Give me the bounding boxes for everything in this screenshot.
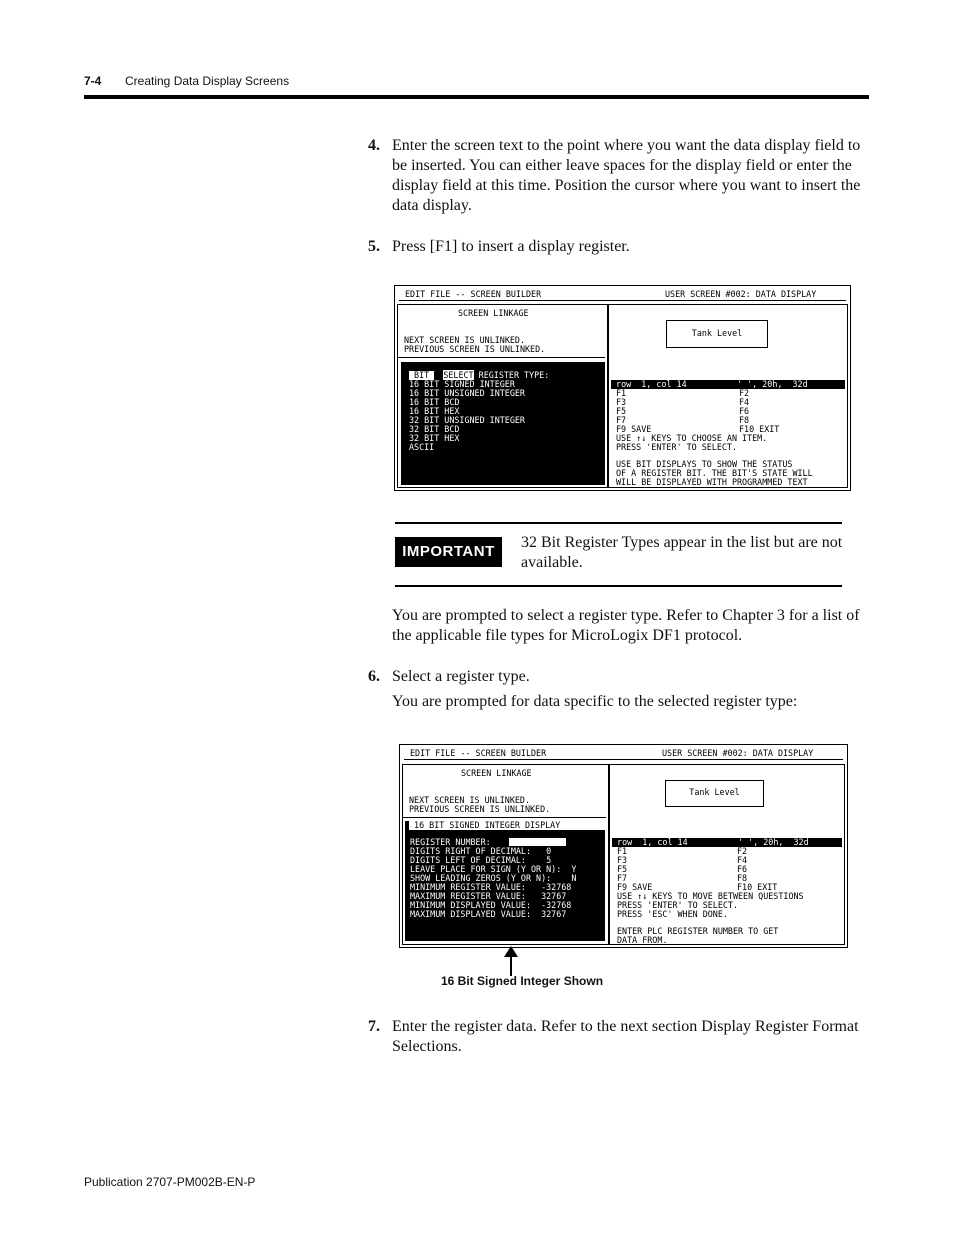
menu-item-bit[interactable]: BIT	[409, 370, 435, 380]
important-rule-top	[395, 522, 842, 524]
field-line[interactable]: SHOW LEADING ZEROS (Y OR N): N	[410, 873, 577, 883]
screen-title-right: USER SCREEN #002: DATA DISPLAY	[662, 748, 814, 758]
section-number: 7-4	[84, 74, 102, 88]
step-4	[368, 136, 868, 216]
step-number: 4.	[368, 137, 380, 154]
tank-level-field[interactable]: Tank Level	[666, 320, 768, 348]
key-f4[interactable]: F4	[739, 397, 750, 407]
menu-item[interactable]: 32 BIT HEX	[409, 433, 460, 443]
register-number-input[interactable]	[509, 838, 566, 846]
info-line: OF A REGISTER BIT. THE BIT'S STATE WILL	[616, 468, 813, 478]
field-line[interactable]: LEAVE PLACE FOR SIGN (Y OR N): Y	[410, 864, 577, 874]
select-label: SELECT	[443, 369, 474, 380]
publication-footer: Publication 2707-PM002B-EN-P	[84, 1175, 256, 1189]
tank-level-field[interactable]: Tank Level	[665, 780, 764, 807]
key-f2[interactable]: F2	[739, 388, 750, 398]
header-rule	[84, 95, 869, 99]
linkage-previous: PREVIOUS SCREEN IS UNLINKED.	[409, 804, 551, 814]
key-f3[interactable]: F3	[617, 855, 628, 865]
screen-title-left: EDIT FILE -- SCREEN BUILDER	[410, 748, 547, 758]
step-6	[368, 667, 868, 687]
section-title: Creating Data Display Screens	[125, 74, 290, 88]
screen-titlebar	[404, 747, 843, 760]
screen-title-left: EDIT FILE -- SCREEN BUILDER	[405, 289, 542, 299]
key-f7[interactable]: F7	[616, 415, 627, 425]
menu-item[interactable]: 32 BIT BCD	[409, 424, 460, 434]
key-f6[interactable]: F6	[737, 864, 748, 874]
important-rule-bottom	[395, 585, 842, 587]
linkage-title: SCREEN LINKAGE	[458, 308, 529, 318]
info-line: DATA FROM.	[617, 935, 668, 945]
screen-titlebar	[399, 288, 846, 301]
field-line[interactable]: MINIMUM REGISTER VALUE: -32768	[410, 882, 572, 892]
linkage-next: NEXT SCREEN IS UNLINKED.	[409, 795, 531, 805]
key-f4[interactable]: F4	[737, 855, 748, 865]
key-f8[interactable]: F8	[739, 415, 750, 425]
prompted-data-paragraph: You are prompted for data specific to the selected register type:	[392, 693, 798, 710]
field-line[interactable]: MINIMUM DISPLAYED VALUE: -32768	[410, 900, 572, 910]
step-number: 5.	[368, 238, 380, 255]
step-7	[368, 1017, 868, 1057]
info-line: WILL BE DISPLAYED WITH PROGRAMMED TEXT	[616, 477, 808, 487]
step-text: Enter the screen text to the point where you want the data display field to be inserted. You can either leave spaces for the display field or enter the display field at this time. Position the cursor where you want to insert the data display.	[392, 137, 861, 214]
menu-item[interactable]: 16 BIT SIGNED INTEGER	[409, 379, 515, 389]
screen-builder-register-type	[394, 285, 851, 491]
step-text: Enter the register data. Refer to the next section Display Register Format Selections.	[392, 1018, 859, 1055]
linkage-title: SCREEN LINKAGE	[461, 768, 532, 778]
select-rest: REGISTER TYPE:	[473, 369, 550, 380]
register-type-menu[interactable]	[401, 362, 605, 485]
left-pane	[397, 304, 608, 488]
step-number: 7.	[368, 1018, 380, 1035]
menu-item[interactable]: 32 BIT UNSIGNED INTEGER	[409, 415, 525, 425]
field-line[interactable]: DIGITS LEFT OF DECIMAL: 5	[410, 855, 552, 865]
screen-builder-register-data	[399, 744, 848, 948]
step-text: Press [F1] to insert a display register.	[392, 238, 630, 255]
key-f2[interactable]: F2	[737, 846, 748, 856]
status-bar: row 1, col 14 ' ', 20h, 32d	[612, 838, 842, 847]
linkage-next: NEXT SCREEN IS UNLINKED.	[404, 335, 526, 345]
caption-arrow-line	[510, 956, 512, 976]
menu-item[interactable]: ASCII	[409, 442, 435, 452]
key-f7[interactable]: F7	[617, 873, 628, 883]
key-f1[interactable]: F1	[617, 846, 628, 856]
status-bar: row 1, col 14 ' ', 20h, 32d	[611, 380, 845, 389]
key-f9-save[interactable]: F9 SAVE	[617, 882, 653, 892]
key-f8[interactable]: F8	[737, 873, 748, 883]
key-f9-save[interactable]: F9 SAVE	[616, 424, 652, 434]
field-line[interactable]: MAXIMUM DISPLAYED VALUE: 32767	[410, 909, 567, 919]
info-line: USE BIT DISPLAYS TO SHOW THE STATUS	[616, 459, 793, 469]
info-line: ENTER PLC REGISTER NUMBER TO GET	[617, 926, 779, 936]
help-line: USE ↑↓ KEYS TO CHOOSE AN ITEM.	[616, 433, 768, 443]
figure-caption: 16 Bit Signed Integer Shown	[441, 974, 604, 988]
key-f5[interactable]: F5	[617, 864, 628, 874]
help-line: PRESS 'ESC' WHEN DONE.	[617, 909, 728, 919]
left-pane	[402, 764, 609, 945]
help-line: PRESS 'ENTER' TO SELECT.	[616, 442, 738, 452]
important-text: 32 Bit Register Types appear in the list but are not available.	[521, 534, 843, 571]
field-line[interactable]: MAXIMUM REGISTER VALUE: 32767	[410, 891, 567, 901]
prompted-register-type-paragraph: You are prompted to select a register type. Refer to Chapter 3 for a list of the applicable file types for MicroLogix DF1 protocol.	[392, 607, 860, 644]
help-line: PRESS 'ENTER' TO SELECT.	[617, 900, 739, 910]
linkage-previous: PREVIOUS SCREEN IS UNLINKED.	[404, 344, 546, 354]
menu-item[interactable]: 16 BIT UNSIGNED INTEGER	[409, 388, 525, 398]
key-f5[interactable]: F5	[616, 406, 627, 416]
screen-title-right: USER SCREEN #002: DATA DISPLAY	[665, 289, 817, 299]
pane-divider	[398, 357, 605, 358]
step-number: 6.	[368, 668, 380, 685]
important-badge: IMPORTANT	[395, 537, 502, 567]
register-number-label: REGISTER NUMBER:	[410, 837, 491, 847]
menu-item[interactable]: 16 BIT HEX	[409, 406, 460, 416]
key-f10-exit[interactable]: F10 EXIT	[739, 424, 780, 434]
field-line[interactable]: DIGITS RIGHT OF DECIMAL: 0	[410, 846, 552, 856]
right-pane	[608, 304, 848, 488]
step-5	[368, 237, 868, 257]
key-f3[interactable]: F3	[616, 397, 627, 407]
key-f10-exit[interactable]: F10 EXIT	[737, 882, 778, 892]
menu-item[interactable]: 16 BIT BCD	[409, 397, 460, 407]
step-text: Select a register type.	[392, 668, 530, 685]
panel-title: 16 BIT SIGNED INTEGER DISPLAY	[409, 821, 605, 830]
right-pane	[609, 764, 845, 945]
help-line: USE ↑↓ KEYS TO MOVE BETWEEN QUESTIONS	[617, 891, 804, 901]
key-f6[interactable]: F6	[739, 406, 750, 416]
register-data-panel	[405, 821, 605, 941]
key-f1[interactable]: F1	[616, 388, 627, 398]
pane-divider	[403, 817, 606, 818]
